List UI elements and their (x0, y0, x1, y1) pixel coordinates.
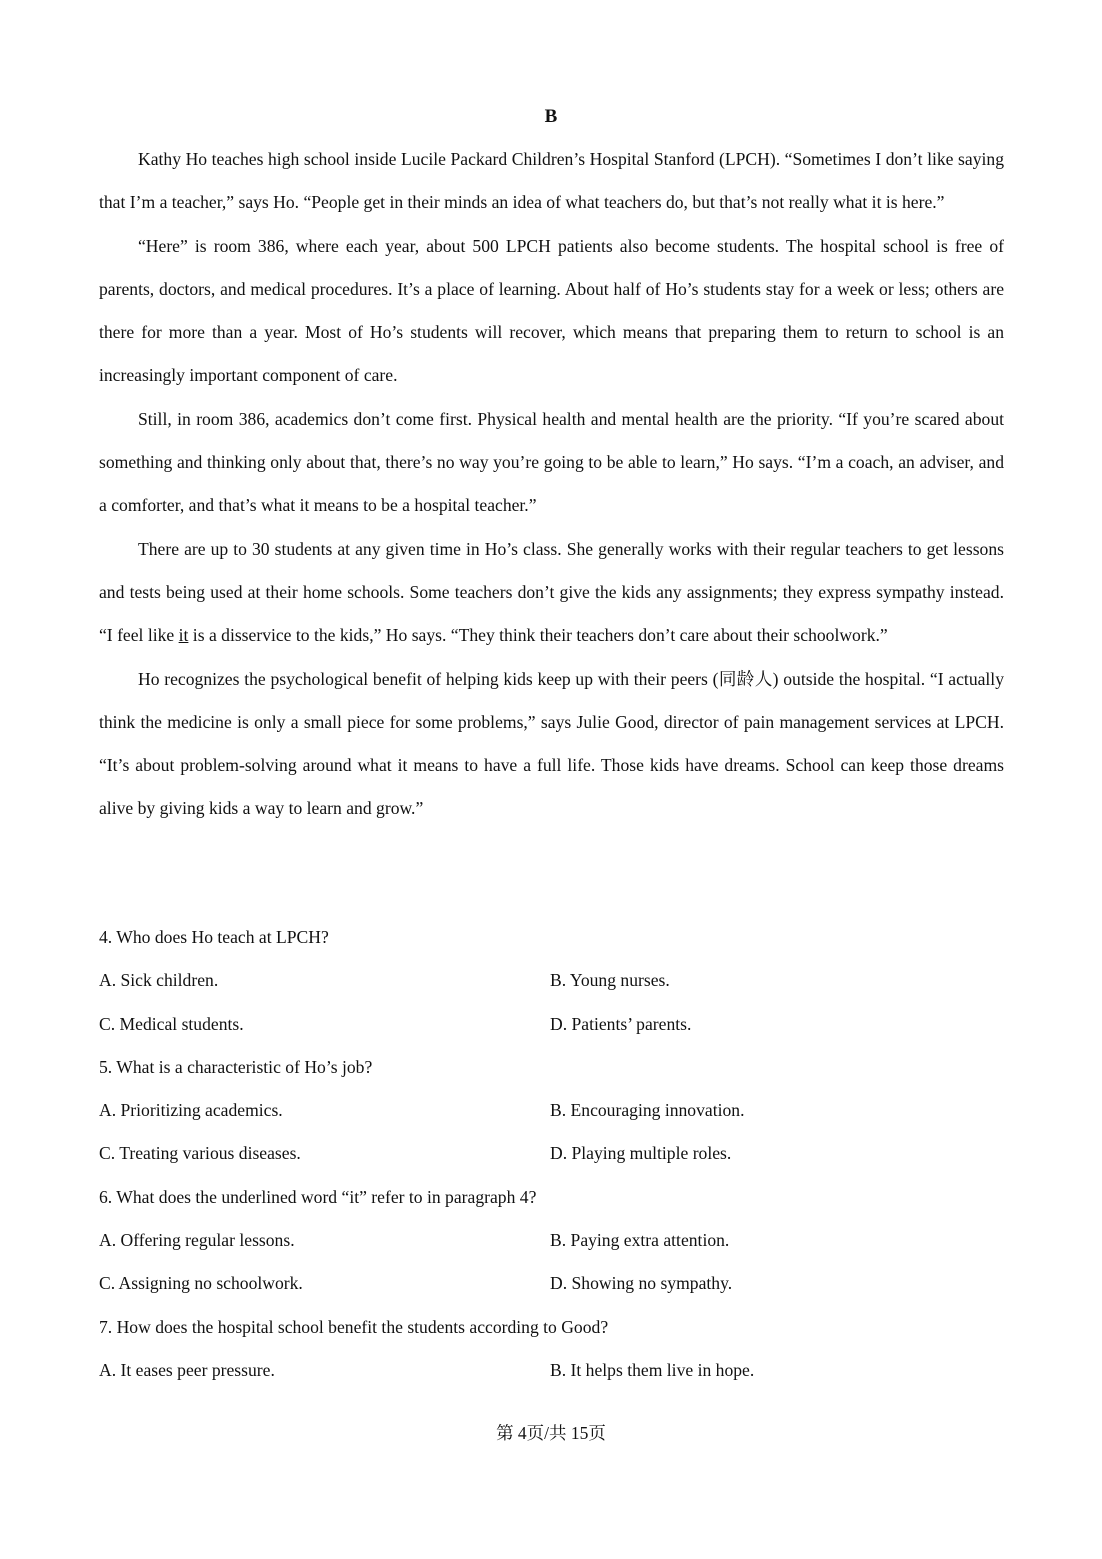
option-b: B. Paying extra attention. (550, 1230, 730, 1251)
option-d: D. Patients’ parents. (550, 1013, 692, 1034)
option-row (99, 1262, 1004, 1305)
question (99, 1176, 1004, 1306)
option-row (99, 1003, 1004, 1046)
option-b: B. Young nurses. (550, 970, 670, 991)
option-a: A. It eases peer pressure. (99, 1359, 275, 1380)
reading-passage (99, 138, 1004, 831)
question-stem: 5. What is a characteristic of Ho’s job? (99, 1056, 373, 1077)
paragraph-1: Kathy Ho teaches high school inside Lucile Packard Children’s Hospital Stanford (LPCH). “Sometimes I don’t like saying that I’m a teacher,” says Ho. “People get in their minds an idea of what teachers do, but that’s not really what it is here.” (99, 149, 1004, 213)
paragraph-4-text-before: There are up to 30 students at any given time in Ho’s class. She generally works with their regular teachers to get lessons and tests being used at their home schools. Some teachers don’t give the kids any assignments; they express sympathy instead. “I feel like (99, 538, 1004, 646)
option-row (99, 1089, 1004, 1132)
question (99, 1306, 1004, 1393)
underlined-word: it (178, 625, 189, 646)
option-a: A. Sick children. (99, 970, 219, 991)
paragraph-4 (99, 528, 1004, 658)
option-c: C. Assigning no schoolwork. (99, 1273, 303, 1294)
option-c: C. Treating various diseases. (99, 1143, 301, 1164)
paragraph-2: “Here” is room 386, where each year, about 500 LPCH patients also become students. The hospital school is free of parents, doctors, and medical procedures. It’s a place of learning. About half of Ho’s students stay for a week or less; others are there for more than a year. Most of Ho’s students will recover, which means that preparing them to return to school is an increasingly important component of care. (99, 235, 1004, 386)
option-d: D. Playing multiple roles. (550, 1143, 732, 1164)
option-row (99, 959, 1004, 1002)
option-row (99, 1219, 1004, 1262)
option-b: B. Encouraging innovation. (550, 1100, 745, 1121)
paragraph-5: Ho recognizes the psychological benefit of helping kids keep up with their peers (同龄人) outside the hospital. “I actually think the medicine is only a small piece for some problems,” says Julie Good, director of pain management services at LPCH. “It’s about problem-solving around what it means to have a full life. Those kids have dreams. School can keep those dreams alive by giving kids a way to learn and grow.” (99, 668, 1004, 819)
option-c: C. Medical students. (99, 1013, 244, 1034)
option-row (99, 1349, 1004, 1392)
question (99, 916, 1004, 1046)
question-stem: 4. Who does Ho teach at LPCH? (99, 927, 329, 947)
option-row (99, 1132, 1004, 1175)
page-number: 第 4页/共 15页 (496, 1423, 606, 1443)
question-stem: 6. What does the underlined word “it” refer to in paragraph 4? (99, 1186, 537, 1207)
question-list (99, 916, 1004, 1392)
option-a: A. Offering regular lessons. (99, 1230, 295, 1251)
paragraph-4-text-after: is a disservice to the kids,” Ho says. “They think their teachers don’t care about their schoolwork.” (188, 625, 888, 646)
section-heading: B (544, 106, 558, 127)
question-stem: 7. How does the hospital school benefit the students according to Good? (99, 1316, 609, 1337)
option-d: D. Showing no sympathy. (550, 1273, 733, 1294)
option-b: B. It helps them live in hope. (550, 1359, 755, 1380)
question (99, 1046, 1004, 1176)
option-a: A. Prioritizing academics. (99, 1100, 283, 1121)
paragraph-3: Still, in room 386, academics don’t come first. Physical health and mental health are the priority. “If you’re scared about something and thinking only about that, there’s no way you’re going to be able to learn,” Ho says. “I’m a coach, an adviser, and a comforter, and that’s what it means to be a hospital teacher.” (99, 408, 1004, 516)
